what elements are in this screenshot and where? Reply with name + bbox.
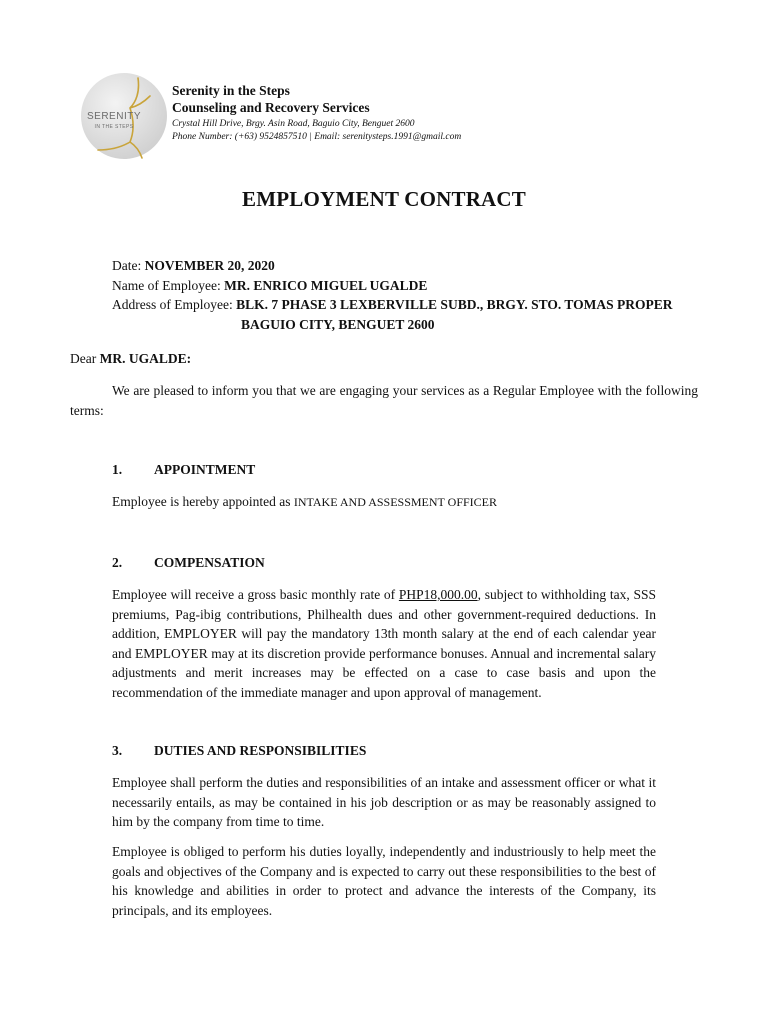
section-heading-duties — [112, 741, 366, 760]
address-row — [112, 295, 712, 315]
appointment-text — [112, 492, 656, 513]
section-number: 3. — [112, 743, 123, 758]
compensation-after: , subject to withholding tax, SSS premiums, Pag-ibig contributions, Philhealth dues and other government-required deductions. In addition, EMPLOYER will pay the mandatory 13th month salary at the end of each calendar year and EMPLOYER may at its discretion provide performance bonuses. Annual and incremental salary adjustments and merit increases may be effected on a case to case basis and upon the recommendation of the immediate manager and upon approval of management. — [112, 587, 656, 700]
date-value: NOVEMBER 20, 2020 — [144, 258, 275, 273]
date-row — [112, 256, 712, 276]
serenity-logo — [80, 72, 168, 160]
name-value: MR. ENRICO MIGUEL UGALDE — [224, 277, 428, 293]
address-line1: BLK. 7 PHASE 3 LEXBERVILLE SUBD., BRGY. STO. TOMAS PROPER — [236, 297, 673, 312]
appointment-position: INTAKE AND ASSESSMENT OFFICER — [293, 495, 498, 509]
document-title: EMPLOYMENT CONTRACT — [241, 187, 526, 211]
org-contact: Phone Number: (+63) 9524857510 | Email: serenitysteps.1991@gmail.com — [172, 132, 462, 142]
employee-details — [112, 256, 712, 334]
org-subtitle: Counseling and Recovery Services — [172, 100, 370, 115]
section-number: 1. — [112, 462, 123, 477]
letterhead — [172, 82, 732, 144]
name-label: Name of Employee: — [112, 277, 225, 293]
section-number: 2. — [112, 555, 123, 570]
logo-wordmark: SERENITY — [86, 111, 142, 122]
section-heading-compensation — [112, 553, 265, 572]
address-line2: BAGUIO CITY, BENGUET 2600 — [241, 316, 435, 332]
date-label: Date: — [112, 258, 145, 273]
section-title: APPOINTMENT — [154, 462, 256, 477]
section-title: COMPENSATION — [154, 555, 265, 570]
org-name: Serenity in the Steps — [172, 83, 290, 98]
section-heading-appointment — [112, 460, 255, 479]
duties-paragraph-1: Employee shall perform the duties and responsibilities of an intake and assessment officer or what it necessarily entails, as may be contained in his job description or as may be reasonably assigned to him by the company from time to time. — [112, 775, 656, 829]
compensation-before: Employee will receive a gross basic monthly rate of — [112, 587, 399, 602]
compensation-amount: PHP18,000.00 — [398, 587, 478, 602]
logo-tagline: IN THE STEPS — [94, 124, 134, 130]
compensation-text — [112, 585, 656, 702]
salutation-name: MR. UGALDE: — [99, 351, 192, 366]
duties-paragraph-2: Employee is obliged to perform his duties loyally, independently and industriously to help meet the goals and objectives of the Company and is expected to carry out these responsibilities to the best of his knowledge and abilities in order to protect and advance the interests of the Company, its principals, and its employees. — [112, 844, 656, 918]
name-row — [112, 276, 712, 296]
appointment-prefix: Employee is hereby appointed as — [112, 494, 294, 509]
intro-paragraph: We are pleased to inform you that we are engaging your services as a Regular Employee with the following terms: — [70, 383, 698, 418]
salutation — [70, 349, 191, 368]
org-address: Crystal Hill Drive, Brgy. Asin Road, Baguio City, Benguet 2600 — [172, 119, 415, 129]
address-label: Address of Employee: — [112, 297, 237, 312]
salutation-prefix: Dear — [70, 351, 100, 366]
section-title: DUTIES AND RESPONSIBILITIES — [154, 743, 367, 758]
